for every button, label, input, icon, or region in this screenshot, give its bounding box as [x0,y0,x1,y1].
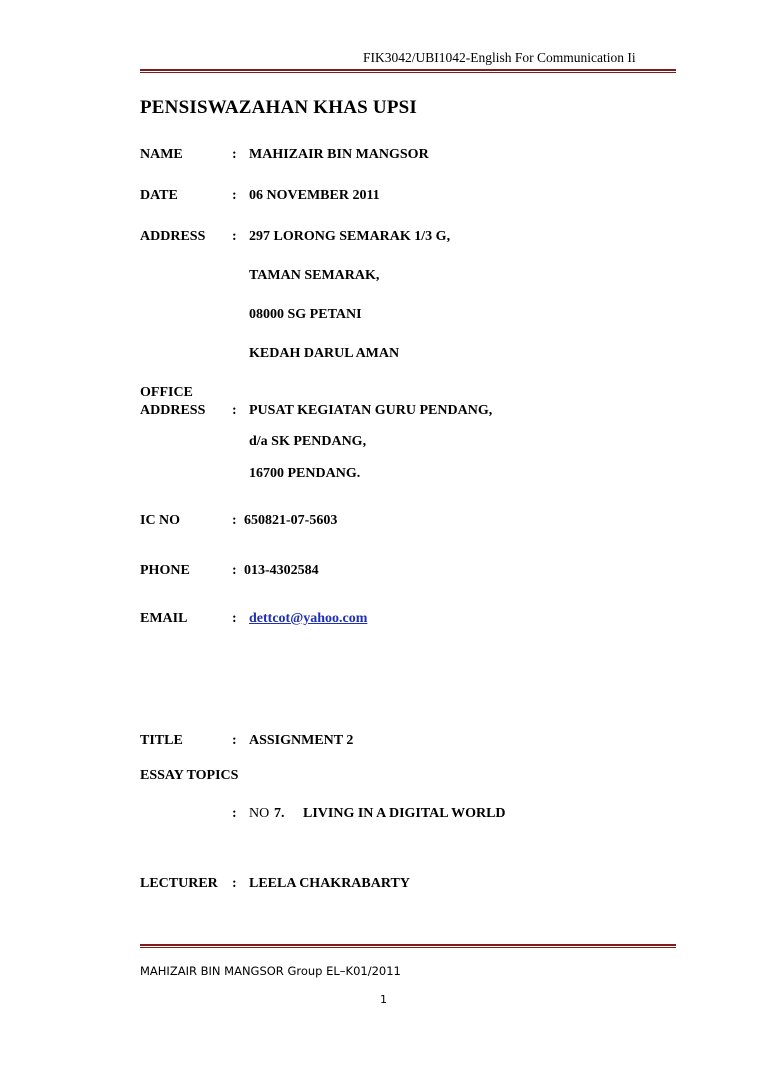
office-address-separator: : [232,403,237,418]
essay-number: 7. [274,806,285,821]
date-separator: : [232,188,237,203]
title-value: ASSIGNMENT 2 [249,733,354,748]
title-separator: : [232,733,237,748]
name-value: MAHIZAIR BIN MANGSOR [249,147,429,162]
address-line: TAMAN SEMARAK, [249,268,380,283]
phone-label: PHONE [140,563,190,578]
footer-text: MAHIZAIR BIN MANGSOR Group EL–K01/2011 [140,964,401,978]
name-separator: : [232,147,237,162]
office-address-line: PUSAT KEGIATAN GURU PENDANG, [249,403,493,418]
essay-topics-label: ESSAY TOPICS [140,768,239,783]
email-link[interactable]: dettcot@yahoo.com [249,611,368,626]
address-line: 297 LORONG SEMARAK 1/3 G, [249,229,451,244]
office-label: OFFICE [140,385,193,400]
address-label: ADDRESS [140,229,206,244]
email-separator: : [232,611,237,626]
office-address-line: d/a SK PENDANG, [249,434,367,449]
title-label: TITLE [140,733,183,748]
email-label: EMAIL [140,611,188,626]
address-line: KEDAH DARUL AMAN [249,346,400,361]
address-line: 08000 SG PETANI [249,307,362,322]
lecturer-separator: : [232,876,237,891]
ic-no-separator: : [232,513,237,528]
name-label: NAME [140,147,183,162]
office-address-line: 16700 PENDANG. [249,466,361,481]
lecturer-value: LEELA CHAKRABARTY [249,876,410,891]
date-label: DATE [140,188,178,203]
essay-topic: LIVING IN A DIGITAL WORLD [303,806,506,821]
ic-no-label: IC NO [140,513,181,528]
document-title: PENSISWAZAHAN KHAS UPSI [140,97,417,118]
essay-no-prefix: NO [249,806,270,821]
essay-topics-separator: : [232,806,237,821]
date-value: 06 NOVEMBER 2011 [249,188,380,203]
lecturer-label: LECTURER [140,876,218,891]
running-header: FIK3042/UBI1042-English For Communication Ii [363,50,636,65]
header-rule [140,69,676,73]
address-separator: : [232,229,237,244]
phone-value: 013-4302584 [244,563,319,578]
phone-separator: : [232,563,237,578]
page-number: 1 [380,993,387,1006]
ic-no-value: 650821-07-5603 [244,513,338,528]
footer-rule [140,944,676,948]
office-address-label: ADDRESS [140,403,206,418]
